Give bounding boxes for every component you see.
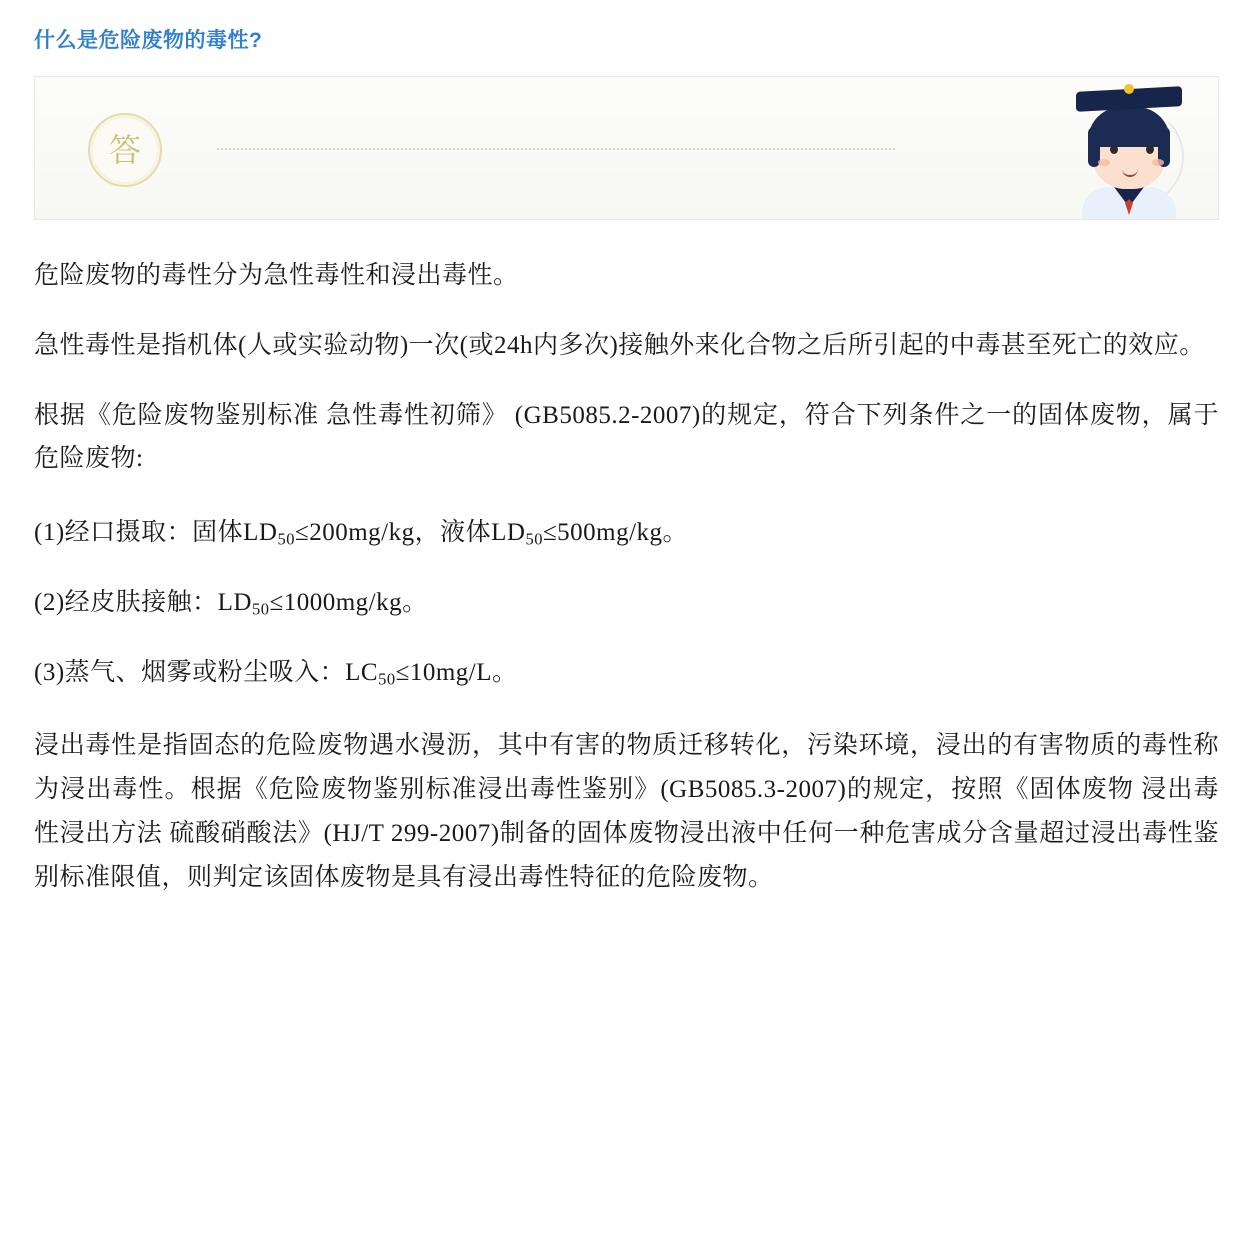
paragraph-standard-reference: 根据《危险废物鉴别标准 急性毒性初筛》 (GB5085.2-2007)的规定，符合下列条件之一的固体废物，属于危险废物: — [34, 401, 1219, 473]
answer-banner — [34, 76, 1219, 220]
paragraph-acute-toxicity: 急性毒性是指机体(人或实验动物)一次(或24h内多次)接触外来化合物之后所引起的中毒甚至死亡的效应。 — [34, 331, 1205, 359]
avatar-cheek-left — [1098, 159, 1110, 166]
avatar-eye-right — [1146, 145, 1154, 154]
paragraph-definition: 危险废物的毒性分为急性毒性和浸出毒性。 — [34, 262, 519, 289]
condition-1-suffix: ≤500mg/kg。 — [542, 519, 689, 546]
condition-1-prefix: (1)经口摄取：固体LD — [34, 519, 278, 546]
graduate-avatar-icon — [1070, 83, 1190, 220]
condition-3-prefix: (3)蒸气、烟雾或粉尘吸入：LC — [34, 658, 379, 686]
paragraph-leaching-toxicity: 浸出毒性是指固态的危险废物遇水漫沥，其中有害的物质迁移转化，污染环境，浸出的有害物质的毒性称为浸出毒性。根据《危险废物鉴别标准浸出毒性鉴别》(GB5085.3-2007)的规定，按照《固体废物 浸出毒性浸出方法 硫酸硝酸法》(HJ/T 299-2007)制备的固体废物浸出液中任何一种危害成分含量超过浸出毒性鉴别标准限值，则判定该固体废物是具有浸出毒性特征的危险废物。 — [34, 732, 1219, 891]
condition-item-1 — [34, 511, 1219, 555]
condition-1-mid: ≤200mg/kg，液体LD — [294, 519, 526, 546]
page-title: 什么是危险废物的毒性? — [34, 29, 263, 52]
condition-3-sub-1: 50 — [378, 669, 396, 689]
avatar-cap-button — [1124, 84, 1134, 94]
answer-badge: 答 — [88, 113, 162, 187]
condition-2-sub-1: 50 — [251, 599, 270, 619]
avatar-cheek-right — [1152, 159, 1164, 166]
condition-3-mid: ≤10mg/L。 — [395, 658, 518, 686]
condition-2-mid: ≤1000mg/kg。 — [269, 588, 428, 616]
condition-item-2 — [34, 581, 1219, 625]
condition-1-sub-1: 50 — [277, 529, 295, 549]
dotted-divider — [217, 148, 895, 150]
avatar-eye-left — [1110, 145, 1118, 154]
condition-1-sub-2: 50 — [525, 529, 543, 549]
condition-2-prefix: (2)经皮肤接触：LD — [34, 588, 252, 616]
condition-item-3 — [34, 651, 1219, 695]
